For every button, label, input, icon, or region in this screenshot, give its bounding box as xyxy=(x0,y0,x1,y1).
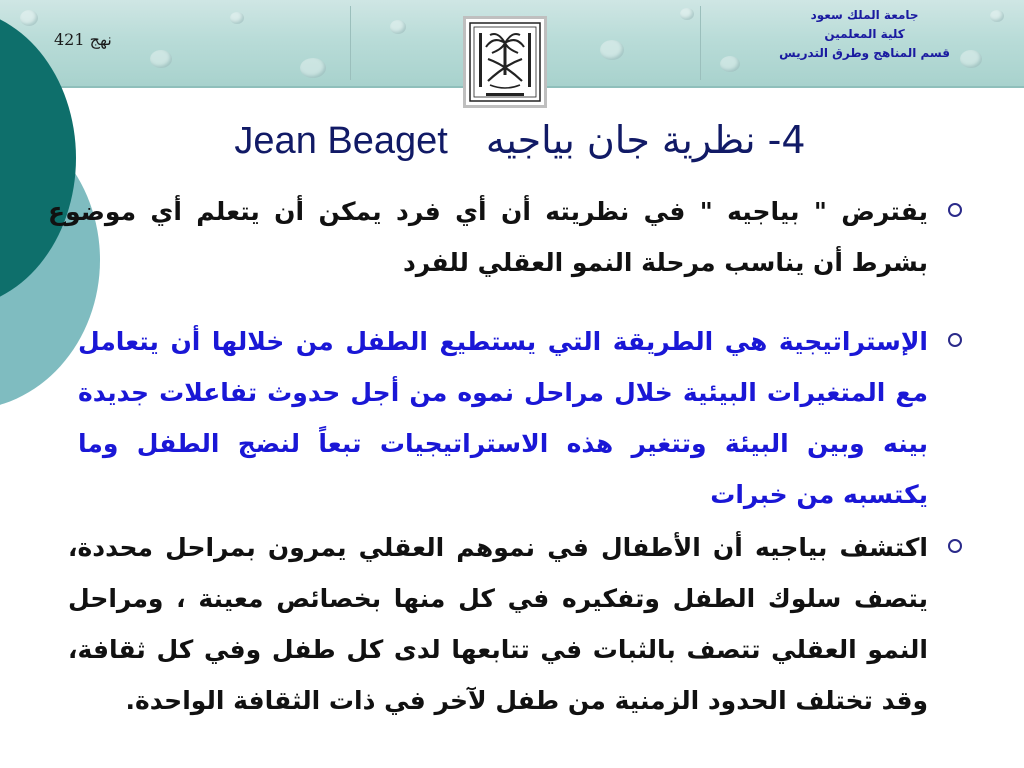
university-name: جامعة الملك سعود xyxy=(810,8,919,22)
bullet-text: اكتشف بياجيه أن الأطفال في نموهم العقلي يمرون بمراحل محددة، يتصف سلوك الطفل وتفكيره في كل منها بخصائص معينة ، ومراحل النمو العقلي تتصف بالثبات في تتابعها لدى كل طفل وفي كل ثقافة، وقد تختلف الحدود الزمنية من طفل لآخر في ذات الثقافة الواحدة. xyxy=(68,533,928,715)
course-code: نهج 421 xyxy=(54,30,112,49)
bullet-text: الإستراتيجية هي الطريقة التي يستطيع الطفل من خلالها أن يتعامل مع المتغيرات البيئية خلال مراحل نموه من أجل حدوث تفاعلات جديدة بينه وبين البيئة وتتغير هذه الاستراتيجيات تبعاً لنضج الطفل وما يكتسبه من خبرات xyxy=(78,327,928,509)
bullet-circle-icon xyxy=(948,539,962,553)
slide-title-english: Jean Beaget xyxy=(234,120,448,162)
slide-title-arabic: 4- نظرية جان بياجيه xyxy=(485,118,806,162)
water-drop xyxy=(150,50,172,68)
water-drop xyxy=(230,12,244,24)
bullet-item-3 xyxy=(68,522,928,726)
bullet-text: يفترض " بياجيه " في نظريته أن أي فرد يمكن أن يتعلم أي موضوع بشرط أن يناسب مرحلة النمو العقلي للفرد xyxy=(48,197,928,277)
water-drop xyxy=(600,40,624,60)
water-drop xyxy=(680,8,694,20)
institution-info xyxy=(779,6,950,63)
bullet-item-2 xyxy=(78,316,928,520)
bullet-circle-icon xyxy=(948,333,962,347)
water-drop xyxy=(960,50,982,68)
water-drop xyxy=(990,10,1004,22)
header-divider xyxy=(350,6,351,80)
palm-swords-emblem-icon xyxy=(466,19,544,105)
water-drop xyxy=(390,20,406,34)
slide-title xyxy=(210,118,830,163)
header-divider xyxy=(700,6,701,80)
university-logo xyxy=(463,16,547,108)
water-drop xyxy=(20,10,38,26)
department-name: قسم المناهج وطرق التدريس xyxy=(779,46,950,60)
bullet-item-1 xyxy=(48,186,928,288)
water-drop xyxy=(720,56,740,72)
water-drop xyxy=(300,58,326,78)
college-name: كلية المعلمين xyxy=(824,27,905,41)
bullet-circle-icon xyxy=(948,203,962,217)
